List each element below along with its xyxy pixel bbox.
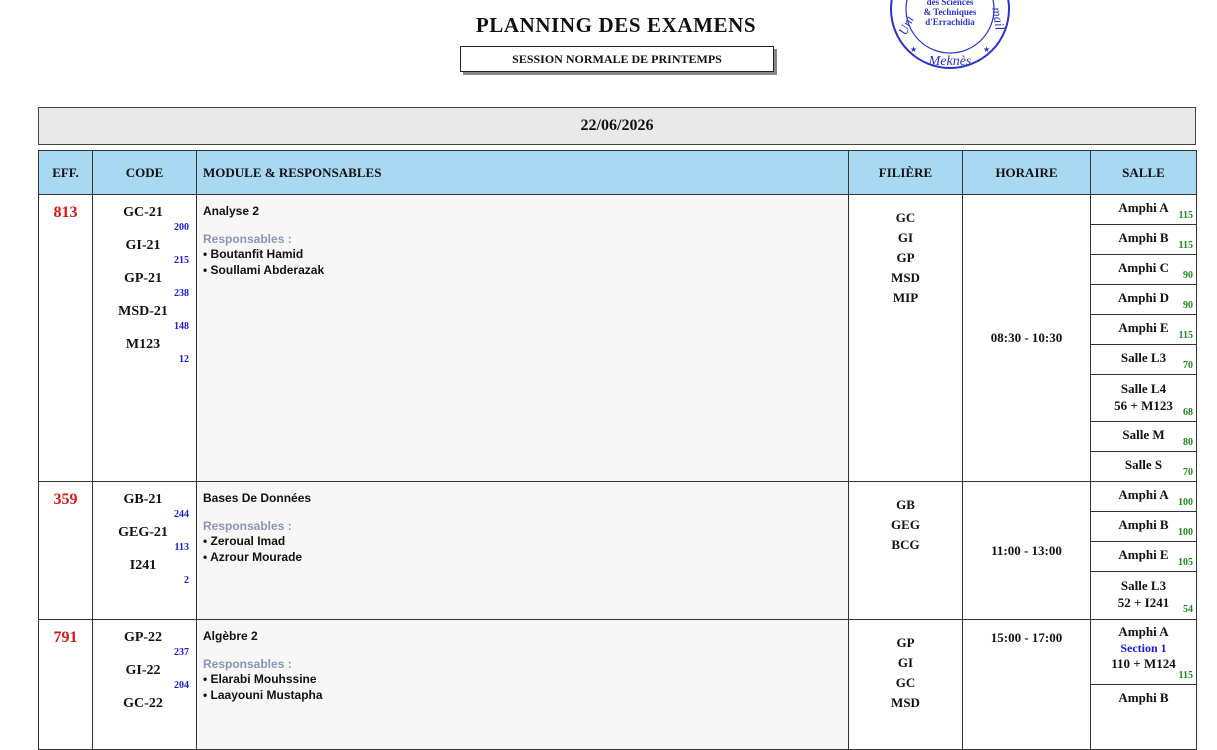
room-note: 52 + I241 <box>1117 595 1170 610</box>
code-count: 200 <box>174 222 189 233</box>
filiere-item: MSD <box>891 695 920 710</box>
code-name: GEG-21 <box>118 525 168 540</box>
filiere-item: GC <box>895 210 916 225</box>
exam-date: 22/06/2026 <box>38 107 1196 145</box>
room-capacity: 70 <box>1183 360 1193 371</box>
room-name: Salle L3 <box>1120 350 1167 365</box>
table-header-row <box>39 151 1197 195</box>
room-item <box>1091 195 1196 225</box>
filiere-item: GI <box>897 230 914 245</box>
room-capacity: 115 <box>1178 330 1193 341</box>
code-name: MSD-21 <box>118 304 168 319</box>
table-row <box>39 620 1197 750</box>
room-name: Amphi A <box>1118 200 1169 215</box>
code-item <box>97 271 192 304</box>
code-count: 204 <box>174 680 189 691</box>
room-capacity: 115 <box>1178 240 1193 251</box>
col-horaire: HORAIRE <box>963 151 1091 195</box>
filiere-item: GB <box>896 497 915 512</box>
col-module: MODULE & RESPONSABLES <box>197 151 849 195</box>
code-name: GB-21 <box>123 492 163 507</box>
code-name: GC-21 <box>123 205 163 220</box>
table-row <box>39 195 1197 482</box>
star-icon: ★ <box>983 45 991 54</box>
code-item <box>97 337 192 370</box>
room-name: Salle L3 <box>1120 578 1167 593</box>
module-cell <box>197 195 849 482</box>
salle-cell <box>1091 482 1197 620</box>
code-list <box>93 620 197 750</box>
room-item <box>1091 255 1196 285</box>
code-item <box>97 238 192 271</box>
responsables-label: Responsables : <box>203 519 292 533</box>
code-name: I241 <box>129 558 157 573</box>
room-capacity: 90 <box>1183 270 1193 281</box>
room-name: Amphi E <box>1118 320 1169 335</box>
room-capacity: 54 <box>1183 604 1193 615</box>
code-count: 215 <box>174 255 189 266</box>
col-code: CODE <box>93 151 197 195</box>
room-item <box>1091 685 1196 714</box>
filiere-item: GC <box>895 675 916 690</box>
room-capacity: 115 <box>1178 670 1193 681</box>
code-list <box>93 195 197 482</box>
module-name: Analyse 2 <box>203 204 260 218</box>
seal-ring-left: Uni <box>895 13 917 38</box>
room-name: Amphi C <box>1118 260 1169 275</box>
module-name: Algèbre 2 <box>203 629 258 643</box>
room-name: Amphi B <box>1118 517 1169 532</box>
responsable-name: • Elarabi Mouhssine <box>203 672 317 686</box>
filiere-item: MIP <box>892 290 919 305</box>
filiere-item: GP <box>896 635 915 650</box>
room-item <box>1091 452 1196 481</box>
room-capacity: 68 <box>1183 407 1193 418</box>
room-item <box>1091 375 1196 422</box>
seal-line-3: d'Errachidia <box>925 17 975 27</box>
code-name: GP-21 <box>123 271 163 286</box>
code-name: GP-22 <box>123 630 163 645</box>
room-name: Salle M <box>1122 427 1165 442</box>
col-filiere: FILIÈRE <box>849 151 963 195</box>
room-name-block <box>1091 624 1196 672</box>
filiere-item: GI <box>897 655 914 670</box>
responsables-label: Responsables : <box>203 232 292 246</box>
room-item <box>1091 285 1196 315</box>
room-capacity: 100 <box>1178 527 1193 538</box>
filiere-item: BCG <box>891 537 920 552</box>
code-item <box>97 696 192 729</box>
responsable-name: • Boutanfit Hamid <box>203 247 304 261</box>
code-item <box>97 558 192 591</box>
filiere-cell <box>849 195 963 482</box>
filiere-item: MSD <box>891 270 920 285</box>
module-cell <box>197 482 849 620</box>
responsable-name: • Zeroual Imad <box>203 534 286 548</box>
code-count: 12 <box>179 354 189 365</box>
effectif: 813 <box>39 195 93 482</box>
room-name-block <box>1091 577 1196 611</box>
code-item <box>97 492 192 525</box>
page-title: PLANNING DES EXAMENS <box>475 13 757 37</box>
responsable-name: • Azrour Mourade <box>203 550 303 564</box>
code-count: 148 <box>174 321 189 332</box>
university-seal-icon <box>889 0 1011 70</box>
col-salle: SALLE <box>1091 151 1197 195</box>
room-capacity: 115 <box>1178 210 1193 221</box>
room-name: Amphi B <box>1118 230 1169 245</box>
room-name: Amphi B <box>1118 690 1169 705</box>
code-item <box>97 525 192 558</box>
col-eff: EFF. <box>39 151 93 195</box>
code-count: 2 <box>184 575 189 586</box>
module-cell <box>197 620 849 750</box>
room-capacity: 70 <box>1183 467 1193 478</box>
effectif: 359 <box>39 482 93 620</box>
room-capacity: 100 <box>1178 497 1193 508</box>
code-item <box>97 630 192 663</box>
room-capacity: 90 <box>1183 300 1193 311</box>
horaire-cell: 08:30 - 10:30 <box>963 195 1091 482</box>
code-count: 237 <box>174 647 189 658</box>
code-item <box>97 304 192 337</box>
room-section: Section 1 <box>1120 641 1167 655</box>
room-item <box>1091 512 1196 542</box>
session-subtitle: SESSION NORMALE DE PRINTEMPS <box>460 46 774 72</box>
exam-table <box>38 150 1197 750</box>
code-item <box>97 205 192 238</box>
horaire-cell: 11:00 - 13:00 <box>963 482 1091 620</box>
room-capacity: 80 <box>1183 437 1193 448</box>
room-item <box>1091 345 1196 375</box>
room-item <box>1091 225 1196 255</box>
code-count: 113 <box>174 542 189 553</box>
filiere-item: GP <box>896 250 915 265</box>
horaire-cell: 15:00 - 17:00 <box>963 620 1091 750</box>
responsables-label: Responsables : <box>203 657 292 671</box>
code-item <box>97 663 192 696</box>
room-name: Salle L4 <box>1120 381 1167 396</box>
responsable-name: • Soullami Abderazak <box>203 263 325 277</box>
room-item <box>1091 482 1196 512</box>
room-name-block <box>1091 380 1196 414</box>
filiere-cell <box>849 482 963 620</box>
seal-bottom-text: Meknès <box>928 54 972 69</box>
seal-ring-right: mail <box>989 5 1008 32</box>
room-item <box>1091 572 1196 618</box>
table-row <box>39 482 1197 620</box>
code-name: GI-22 <box>125 663 161 678</box>
filiere-item: GEG <box>891 517 920 532</box>
salle-cell <box>1091 620 1197 750</box>
seal-line-2: & Techniques <box>923 7 977 17</box>
star-icon: ★ <box>910 45 918 54</box>
effectif: 791 <box>39 620 93 750</box>
seal-line-1: des Sciences <box>926 0 974 7</box>
room-name: Salle S <box>1124 457 1163 472</box>
room-item <box>1091 542 1196 572</box>
code-name: M123 <box>125 337 161 352</box>
room-name: Amphi E <box>1118 547 1169 562</box>
room-capacity: 105 <box>1178 557 1193 568</box>
responsable-name: • Laayouni Mustapha <box>203 688 323 702</box>
room-item <box>1091 315 1196 345</box>
code-name: GC-22 <box>123 696 163 711</box>
code-list <box>93 482 197 620</box>
room-name: Amphi D <box>1118 290 1169 305</box>
filiere-cell <box>849 620 963 750</box>
room-note: 56 + M123 <box>1114 398 1173 413</box>
room-item <box>1091 620 1196 685</box>
room-item <box>1091 422 1196 452</box>
room-name: Amphi A <box>1118 487 1169 502</box>
code-count: 244 <box>174 509 189 520</box>
room-name: Amphi A <box>1118 624 1169 639</box>
code-count: 238 <box>174 288 189 299</box>
salle-cell <box>1091 195 1197 482</box>
room-note: 110 + M124 <box>1111 656 1176 671</box>
code-name: GI-21 <box>125 238 161 253</box>
module-name: Bases De Données <box>203 491 312 505</box>
